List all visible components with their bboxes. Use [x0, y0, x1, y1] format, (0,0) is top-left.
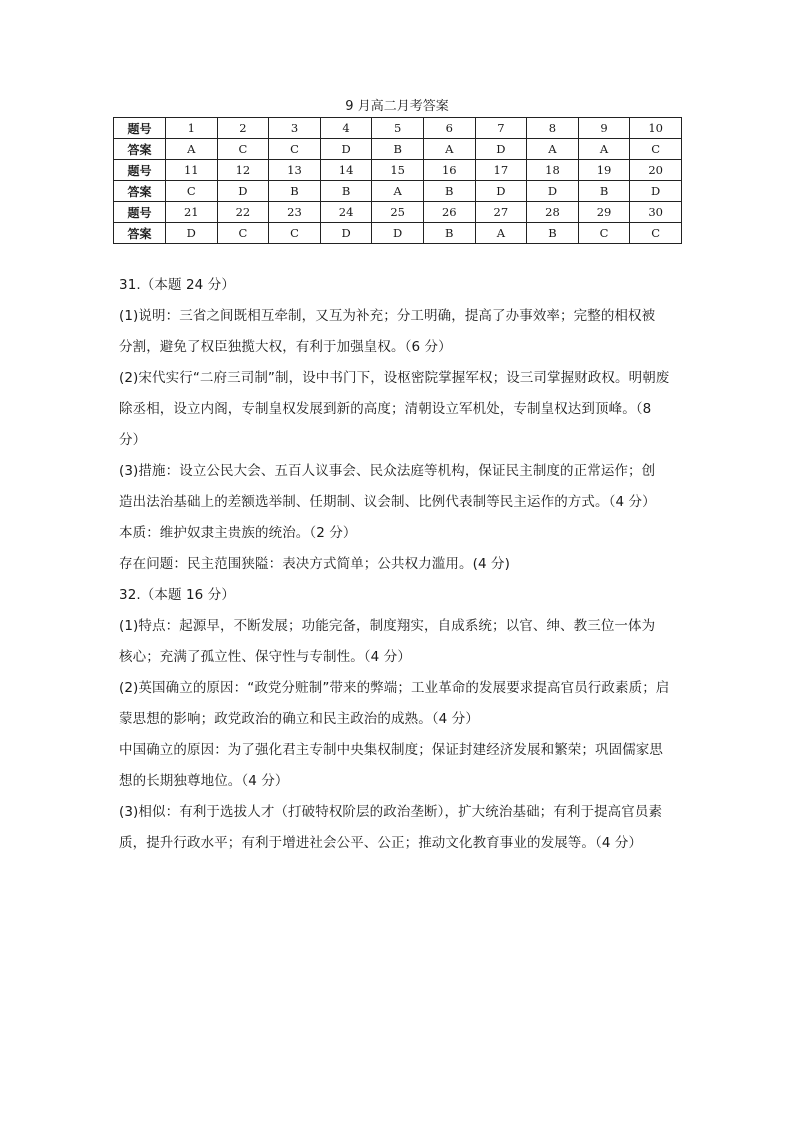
- table-cell: D: [475, 139, 527, 160]
- table-cell: 2: [217, 118, 269, 139]
- text-line: 中国确立的原因：为了强化君主专制中央集权制度；保证封建经济发展和繁荣；巩固儒家思: [119, 742, 663, 758]
- table-cell: A: [166, 139, 218, 160]
- page-title: 9 月高二月考答案: [345, 99, 449, 114]
- table-cell: 10: [630, 118, 682, 139]
- table-cell: 5: [372, 118, 424, 139]
- table-cell: 9: [578, 118, 630, 139]
- table-row: [114, 160, 682, 181]
- table-cell: C: [217, 139, 269, 160]
- row-header: 题号: [114, 118, 166, 139]
- table-cell: A: [372, 181, 424, 202]
- table-cell: D: [320, 223, 372, 244]
- table-cell: 6: [423, 118, 475, 139]
- text-line: (3)相似：有利于选拔人才（打破特权阶层的政治垄断），扩大统治基础；有利于提高官员素: [119, 804, 663, 820]
- table-row: [114, 223, 682, 244]
- text-line: (2)英国确立的原因：“政党分赃制”带来的弊端；工业革命的发展要求提高官员行政素质；启: [119, 680, 670, 696]
- text-line: 分割，避免了权臣独揽大权，有利于加强皇权。（6 分）: [119, 339, 452, 355]
- table-cell: 24: [320, 202, 372, 223]
- table-cell: B: [423, 181, 475, 202]
- row-header: 答案: [114, 181, 166, 202]
- row-header: 题号: [114, 160, 166, 181]
- table-cell: 30: [630, 202, 682, 223]
- row-header: 题号: [114, 202, 166, 223]
- text-line: 想的长期独尊地位。（4 分）: [119, 773, 289, 789]
- text-line: 质，提升行政水平；有利于增进社会公平、公正；推动文化教育事业的发展等。（4 分）: [119, 835, 643, 851]
- table-cell: 22: [217, 202, 269, 223]
- table-cell: 17: [475, 160, 527, 181]
- table-cell: D: [630, 181, 682, 202]
- table-cell: 11: [166, 160, 218, 181]
- table-cell: 19: [578, 160, 630, 181]
- text-line: (1)特点：起源早，不断发展；功能完备，制度翔实，自成系统；以官、绅、教三位一体为: [119, 618, 656, 634]
- table-cell: D: [217, 181, 269, 202]
- table-cell: A: [423, 139, 475, 160]
- text-line: 本质：维护奴隶主贵族的统治。（2 分）: [119, 525, 357, 541]
- row-header: 答案: [114, 139, 166, 160]
- table-cell: A: [527, 139, 579, 160]
- table-cell: 20: [630, 160, 682, 181]
- text-line: 造出法治基础上的差额选举制、任期制、议会制、比例代表制等民主运作的方式。（4 分）: [119, 494, 656, 510]
- table-cell: 3: [269, 118, 321, 139]
- table-row: [114, 139, 682, 160]
- table-cell: 15: [372, 160, 424, 181]
- table-row: [114, 181, 682, 202]
- table-cell: 8: [527, 118, 579, 139]
- table-cell: B: [423, 223, 475, 244]
- table-cell: C: [269, 223, 321, 244]
- table-cell: D: [320, 139, 372, 160]
- table-cell: D: [166, 223, 218, 244]
- text-line: 核心；充满了孤立性、保守性与专制性。（4 分）: [119, 649, 411, 665]
- text-line: 蒙思想的影响；政党政治的确立和民主政治的成熟。（4 分）: [119, 711, 479, 727]
- text-line: 除丞相，设立内阁，专制皇权发展到新的高度；清朝设立军机处，专制皇权达到顶峰。（8: [119, 401, 652, 417]
- table-cell: C: [578, 223, 630, 244]
- question-32-heading: 32.（本题 16 分）: [119, 587, 235, 603]
- answer-body: [119, 270, 679, 859]
- table-cell: C: [217, 223, 269, 244]
- text-line: 存在问题：民主范围狭隘：表决方式简单；公共权力滥用。(4 分): [119, 556, 511, 572]
- table-cell: C: [166, 181, 218, 202]
- table-cell: 27: [475, 202, 527, 223]
- table-cell: A: [578, 139, 630, 160]
- text-line: 分）: [119, 432, 147, 448]
- answer-table: [113, 117, 682, 244]
- table-cell: B: [320, 181, 372, 202]
- table-cell: 4: [320, 118, 372, 139]
- table-cell: 7: [475, 118, 527, 139]
- table-cell: B: [372, 139, 424, 160]
- table-cell: D: [372, 223, 424, 244]
- table-cell: C: [630, 139, 682, 160]
- text-line: (3)措施：设立公民大会、五百人议事会、民众法庭等机构，保证民主制度的正常运作；创: [119, 463, 656, 479]
- table-cell: 25: [372, 202, 424, 223]
- table-cell: 1: [166, 118, 218, 139]
- table-cell: C: [630, 223, 682, 244]
- table-cell: 26: [423, 202, 475, 223]
- table-cell: 23: [269, 202, 321, 223]
- table-cell: 13: [269, 160, 321, 181]
- table-cell: 29: [578, 202, 630, 223]
- table-cell: 16: [423, 160, 475, 181]
- row-header: 答案: [114, 223, 166, 244]
- table-cell: A: [475, 223, 527, 244]
- table-cell: C: [269, 139, 321, 160]
- text-line: (2)宋代实行“二府三司制”制，设中书门下，设枢密院掌握军权；设三司掌握财政权。明朝废: [119, 370, 670, 386]
- table-cell: 21: [166, 202, 218, 223]
- table-cell: D: [475, 181, 527, 202]
- table-cell: B: [578, 181, 630, 202]
- table-row: [114, 118, 682, 139]
- text-line: (1)说明：三省之间既相互牵制，又互为补充；分工明确，提高了办事效率；完整的相权被: [119, 308, 656, 324]
- table-cell: D: [527, 181, 579, 202]
- table-cell: 12: [217, 160, 269, 181]
- table-cell: 14: [320, 160, 372, 181]
- question-31-heading: 31.（本题 24 分）: [119, 277, 235, 293]
- table-cell: B: [527, 223, 579, 244]
- table-cell: 18: [527, 160, 579, 181]
- table-cell: 28: [527, 202, 579, 223]
- table-row: [114, 202, 682, 223]
- table-cell: B: [269, 181, 321, 202]
